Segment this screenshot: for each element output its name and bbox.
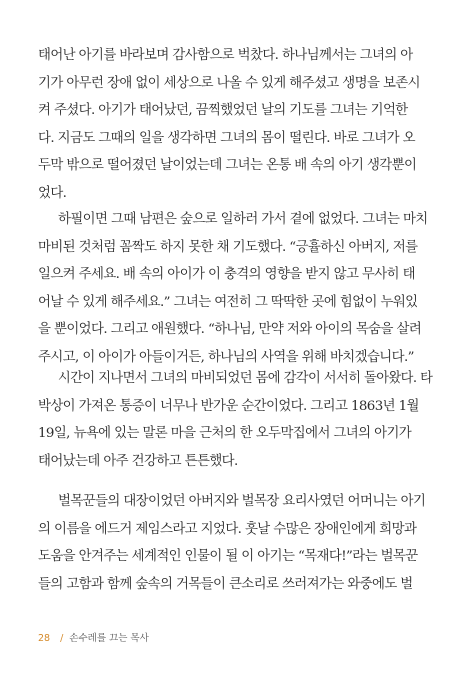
text-line: 마비된 것처럼 꼼짝도 하지 못한 채 기도했다. “긍휼하신 아버지, 저를 xyxy=(38,239,418,255)
page-footer xyxy=(38,630,149,644)
text-line: 다. 지금도 그때의 일을 생각하면 그녀의 몸이 떨린다. 바로 그녀가 오 xyxy=(38,130,415,146)
text-line: 을 뿐이었다. 그리고 애원했다. “하나님, 만약 저와 아이의 목숨을 살려 xyxy=(38,322,422,337)
text-line: 일으켜 주세요. 배 속의 아이가 이 충격의 영향을 받지 않고 무사히 태 xyxy=(38,267,415,282)
text-line: 시간이 지나면서 그녀의 마비되었던 몸에 감각이 서서히 돌아왔다. 타 xyxy=(58,371,433,386)
text-line: 태어났는데 아주 건강하고 튼튼했다. xyxy=(38,453,238,469)
text-line: 주시고, 이 아이가 아들이거든, 하나님의 사역을 위해 바치겠습니다.” xyxy=(38,349,414,365)
text-line: 하필이면 그때 남편은 숲으로 일하러 가서 곁에 없었다. 그녀는 마치 xyxy=(58,212,428,227)
text-line: 었다. xyxy=(38,185,67,201)
text-line: 의 이름을 에드거 제임스라고 지었다. 훗날 수많은 장애인에게 희망과 xyxy=(38,521,417,537)
text-line: 들의 고함과 함께 숲속의 거목들이 큰소리로 쓰러져가는 와중에도 벌 xyxy=(38,576,413,592)
text-line: 두막 밖으로 떨어졌던 날이었는데 그녀는 온통 배 속의 아기 생각뿐이 xyxy=(38,158,417,173)
text-line: 박상이 가져온 통증이 너무나 반가운 순간이었다. 그리고 1863년 1월 xyxy=(38,398,419,414)
page-number: 28 xyxy=(38,633,51,644)
text-line: 19일, 뉴욕에 있는 말론 마을 근처의 한 오두막집에서 그녀의 아기가 xyxy=(38,426,412,441)
text-line: 기가 아무런 장애 없이 세상으로 나올 수 있게 해주셨고 생명을 보존시 xyxy=(38,75,420,91)
text-line: 도움을 안겨주는 세계적인 인물이 될 이 아기는 “목재다!”라는 벌목꾼 xyxy=(38,549,418,564)
text-line: 벌목꾼들의 대장이었던 아버지와 벌목장 요리사였던 어머니는 아기 xyxy=(58,494,426,509)
footer-separator: / xyxy=(60,633,64,644)
book-title: 손수레를 끄는 목사 xyxy=(69,633,149,644)
text-line: 어날 수 있게 해주세요.” 그녀는 여전히 그 딱딱한 곳에 힘없이 누워있 xyxy=(38,294,418,310)
text-line: 태어난 아기를 바라보며 감사함으로 벅찼다. 하나님께서는 그녀의 아 xyxy=(38,48,413,63)
text-line: 켜 주셨다. 아기가 태어났던, 끔찍했었던 날의 기도를 그녀는 기억한 xyxy=(38,103,408,118)
